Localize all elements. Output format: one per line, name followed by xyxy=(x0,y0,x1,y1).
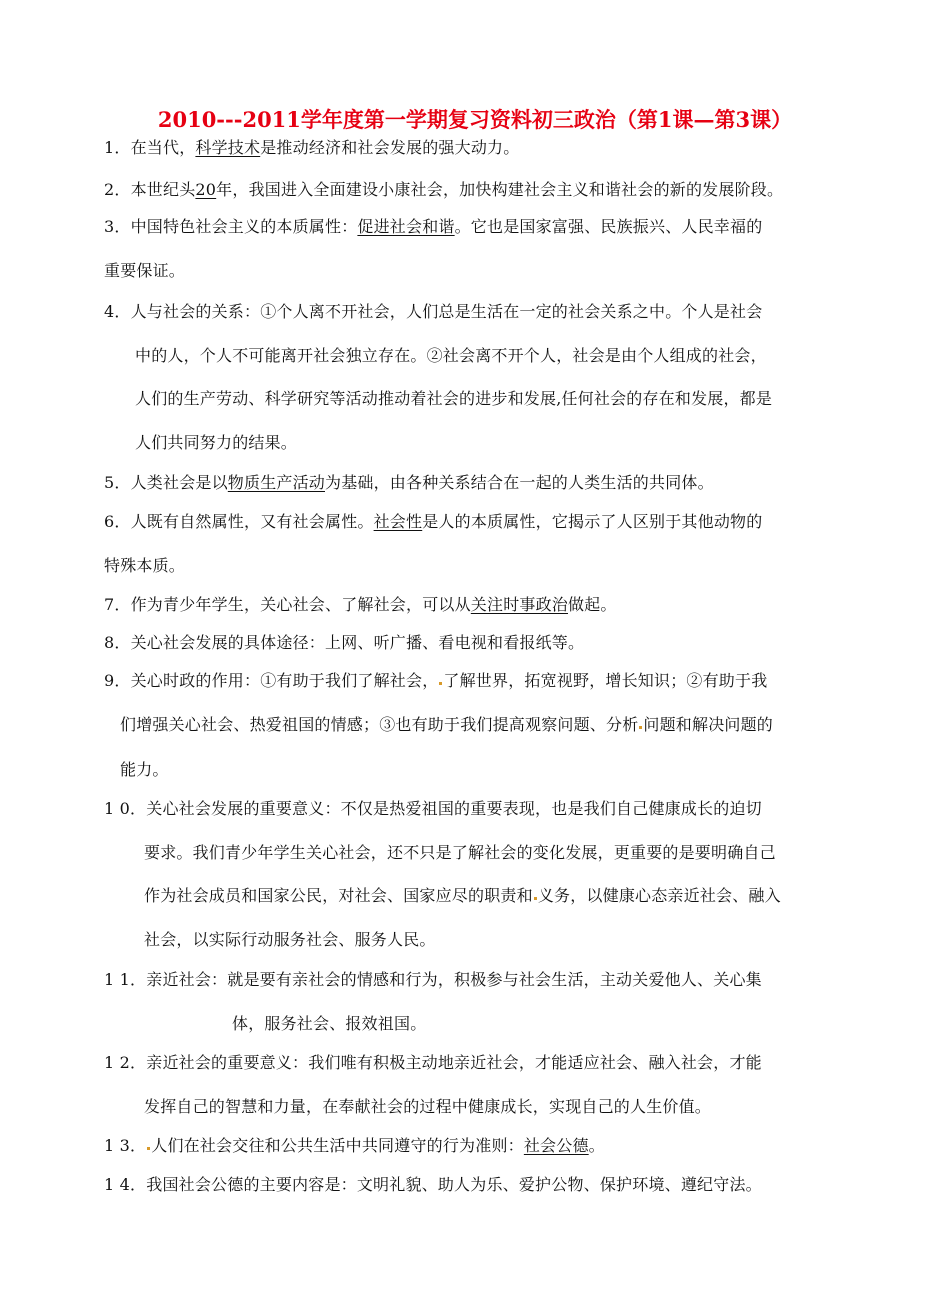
item-number: 1 4． xyxy=(104,1175,147,1194)
item-text: 关心社会发展的重要意义：不仅是热爱祖国的重要表现，也是我们自己健康成长的迫切 xyxy=(146,799,762,818)
list-item-9-cont xyxy=(120,759,169,781)
list-item-10-cont xyxy=(144,885,781,907)
list-item-12 xyxy=(104,1052,762,1074)
item-text: 作为青少年学生，关心社会、了解社会，可以从 xyxy=(130,595,471,614)
item-text: 是推动经济和社会发展的强大动力。 xyxy=(260,138,520,157)
item-number: 5． xyxy=(104,473,131,492)
item-number: 7． xyxy=(104,595,131,614)
item-text: 义务，以健康心态亲近社会、融入 xyxy=(537,886,781,905)
list-item-4-cont xyxy=(135,432,297,454)
underlined-term: 社会性 xyxy=(373,512,423,531)
watermark-dot xyxy=(534,897,537,900)
item-text: 人类社会是以 xyxy=(130,473,228,492)
item-text: 特殊本质。 xyxy=(104,556,186,575)
list-item-12-cont xyxy=(144,1096,711,1118)
list-item-4-cont xyxy=(135,388,772,410)
item-text: 亲近社会的重要意义：我们唯有积极主动地亲近社会，才能适应社会、融入社会，才能 xyxy=(146,1053,762,1072)
underlined-term: 促进社会和谐 xyxy=(357,217,455,236)
item-text: 中的人，个人不可能离开社会独立存在。②社会离不开个人，社会是由个人组成的社会， xyxy=(135,346,767,365)
list-item-11-cont xyxy=(232,1013,426,1035)
item-text: 是人的本质属性，它揭示了人区别于其他动物的 xyxy=(422,512,763,531)
item-text: 我国社会公德的主要内容是：文明礼貌、助人为乐、爱护公物、保护环境、遵纪守法。 xyxy=(146,1175,762,1194)
item-number: 1 3． xyxy=(104,1136,147,1155)
item-text: 作为社会成员和国家公民，对社会、国家应尽的职责和 xyxy=(144,886,533,905)
item-number: 1 0． xyxy=(104,799,147,818)
underlined-term: 科学技术 xyxy=(195,138,261,157)
list-item-8 xyxy=(104,632,584,654)
item-text: 们增强关心社会、热爱祖国的情感；③也有助于我们提高观察问题、分析 xyxy=(120,715,639,734)
list-item-10-cont xyxy=(144,929,436,951)
underlined-term: 20 xyxy=(195,180,217,199)
item-text: 了解世界，拓宽视野，增长知识；②有助于我 xyxy=(443,671,768,690)
list-item-4 xyxy=(104,301,762,323)
item-text: 社会，以实际行动服务社会、服务人民。 xyxy=(144,930,436,949)
item-text: 为基础，由各种关系结合在一起的人类生活的共同体。 xyxy=(325,473,714,492)
item-text: 。它也是国家富强、民族振兴、人民幸福的 xyxy=(454,217,763,236)
underlined-term: 关注时事政治 xyxy=(470,595,568,614)
item-text: 在当代， xyxy=(130,138,196,157)
item-text: 重要保证。 xyxy=(104,261,186,280)
watermark-dot xyxy=(639,726,642,729)
list-item-9-cont xyxy=(120,714,773,736)
list-item-11 xyxy=(104,969,762,991)
item-text: 关心社会发展的具体途径：上网、听广播、看电视和看报纸等。 xyxy=(130,633,585,652)
page-title: 2010---2011学年度第一学期复习资料初三政治（第1课—第3课） xyxy=(157,107,793,132)
item-text: 体，服务社会、报效祖国。 xyxy=(232,1014,427,1033)
list-item-6-cont xyxy=(104,555,185,577)
underlined-term: 社会公德 xyxy=(523,1136,589,1155)
list-item-6 xyxy=(104,511,762,533)
item-text: 。 xyxy=(588,1136,605,1155)
item-text: 能力。 xyxy=(120,760,169,779)
watermark-dot xyxy=(147,1147,150,1150)
list-item-2 xyxy=(104,179,783,201)
watermark-dot xyxy=(439,682,442,685)
list-item-9 xyxy=(104,670,767,692)
item-text: 问题和解决问题的 xyxy=(643,715,774,734)
item-text: 要求。我们青少年学生关心社会，还不只是了解社会的变化发展，更重要的是要明确自己 xyxy=(144,843,776,862)
item-text: 年，我国进入全面建设小康社会，加快构建社会主义和谐社会的新的发展阶段。 xyxy=(216,180,784,199)
list-item-13 xyxy=(104,1135,605,1157)
item-number: 6． xyxy=(104,512,131,531)
list-item-5 xyxy=(104,472,714,494)
item-number: 3． xyxy=(104,217,131,236)
list-item-4-cont xyxy=(135,345,767,367)
item-text: 关心时政的作用：①有助于我们了解社会， xyxy=(130,671,439,690)
item-text: 人既有自然属性，又有社会属性。 xyxy=(130,512,374,531)
item-text: 做起。 xyxy=(568,595,617,614)
list-item-7 xyxy=(104,594,617,616)
item-number: 8． xyxy=(104,633,131,652)
list-item-1 xyxy=(104,137,519,159)
item-text: 发挥自己的智慧和力量，在奉献社会的过程中健康成长，实现自己的人生价值。 xyxy=(144,1097,712,1116)
item-text: 亲近社会：就是要有亲社会的情感和行为，积极参与社会生活，主动关爱他人、关心集 xyxy=(146,970,762,989)
item-number: 1 2． xyxy=(104,1053,147,1072)
item-text: 人与社会的关系：①个人离不开社会，人们总是生活在一定的社会关系之中。个人是社会 xyxy=(130,302,763,321)
list-item-10-cont xyxy=(144,842,776,864)
item-number: 4． xyxy=(104,302,131,321)
item-number: 9． xyxy=(104,671,131,690)
list-item-3 xyxy=(104,216,762,238)
item-number: 2． xyxy=(104,180,131,199)
item-text: 人们的生产劳动、科学研究等活动推动着社会的进步和发展,任何社会的存在和发展，都是 xyxy=(135,389,773,408)
item-number: 1 1． xyxy=(104,970,147,989)
item-number: 1． xyxy=(104,138,131,157)
underlined-term: 物质生产活动 xyxy=(227,473,325,492)
item-text: 人们共同努力的结果。 xyxy=(135,433,298,452)
item-text: 人们在社会交往和公共生活中共同遵守的行为准则： xyxy=(151,1136,524,1155)
list-item-14 xyxy=(104,1174,762,1196)
item-text: 中国特色社会主义的本质属性： xyxy=(130,217,358,236)
list-item-3-cont xyxy=(104,260,185,282)
item-text: 本世纪头 xyxy=(130,180,196,199)
list-item-10 xyxy=(104,798,762,820)
